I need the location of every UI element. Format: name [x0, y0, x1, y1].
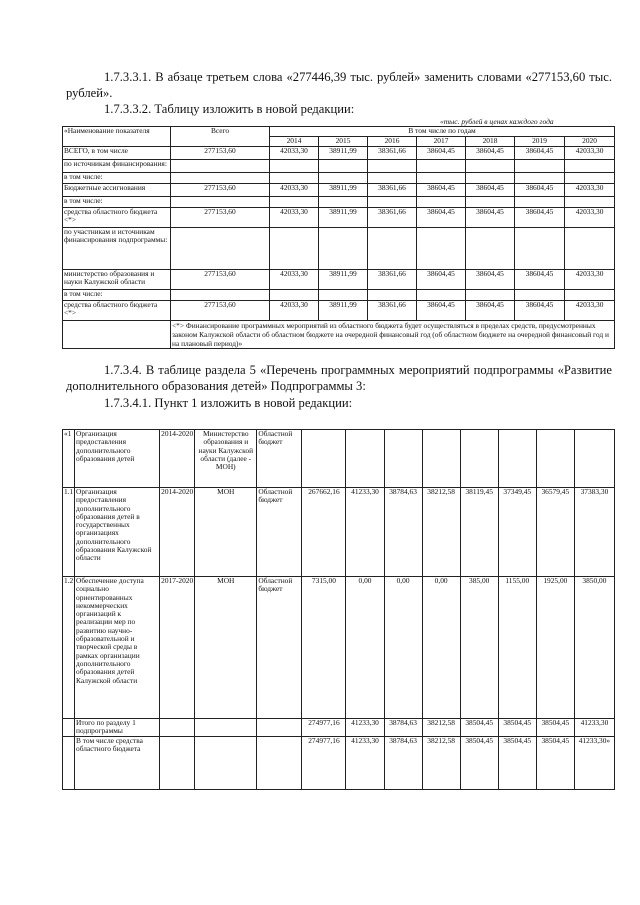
row-value [460, 430, 498, 488]
row-value: 42033,30 [565, 301, 615, 321]
row-value: 42033,30 [270, 147, 319, 160]
row-number [63, 737, 75, 790]
row-value: 38604,45 [466, 301, 515, 321]
row-value: 38504,45 [460, 737, 498, 790]
row-value [417, 228, 466, 270]
row-value: 37349,45 [498, 488, 536, 577]
row-total [171, 290, 270, 301]
row-value [319, 160, 368, 173]
row-value [270, 160, 319, 173]
row-name: ВСЕГО, в том числе [63, 147, 171, 160]
row-name: Бюджетные ассигнования [63, 184, 171, 197]
executor: МОН [195, 488, 257, 577]
row-value: 38604,45 [466, 147, 515, 160]
row-value: 42033,30 [565, 147, 615, 160]
row-total: 274977,16 [302, 719, 346, 737]
row-value [565, 197, 615, 208]
row-value: 42033,30 [565, 208, 615, 228]
row-value [368, 173, 417, 184]
row-value: 42033,30 [565, 270, 615, 290]
period: 2017-2020 [160, 577, 195, 719]
row-value [565, 173, 615, 184]
header-year: 2018 [466, 137, 515, 147]
row-value [515, 160, 565, 173]
row-name: средства областного бюджета <*> [63, 301, 171, 321]
row-name: министерство образования и науки Калужской области [63, 270, 171, 290]
row-name: в том числе: [63, 173, 171, 184]
row-value: 0,00 [422, 577, 460, 719]
paragraph-amendment-1: 1.7.3.3.1. В абзаце третьем слова «277446,39 тыс. рублей» заменить словами «277153,60 тыс. рублей». [66, 70, 612, 100]
row-value: 38361,66 [368, 301, 417, 321]
activity-name: Организация предоставления дополнительного образования детей [75, 430, 160, 488]
executor [195, 737, 257, 790]
activity-name: В том числе средства областного бюджета [75, 737, 160, 790]
funding-source: Областной бюджет [257, 577, 302, 719]
row-value [565, 160, 615, 173]
row-number: 1.2 [63, 577, 75, 719]
row-value: 38604,45 [417, 301, 466, 321]
row-value [384, 430, 422, 488]
row-number [63, 719, 75, 737]
row-value [270, 290, 319, 301]
header-year: 2019 [515, 137, 565, 147]
footnote: <*> Финансирование программных мероприятий из областного бюджета будет осуществляться в пределах средств, предусмотренных законом Калужской области об областном бюджете на очередной финансовый год (об областном бюджете на очередной финансовый год и на плановый период)» [171, 321, 615, 349]
row-value: 38911,99 [319, 184, 368, 197]
row-total [171, 173, 270, 184]
row-value: 38911,99 [319, 301, 368, 321]
row-value [319, 290, 368, 301]
row-value: 38604,45 [466, 208, 515, 228]
funding-source [257, 719, 302, 737]
paragraph-amendment-4: 1.7.3.4.1. Пункт 1 изложить в новой редакции: [104, 396, 353, 410]
row-value [417, 173, 466, 184]
row-value [515, 228, 565, 270]
funding-source [257, 737, 302, 790]
table-row [63, 719, 615, 737]
row-value: 38361,66 [368, 208, 417, 228]
table-row [63, 488, 615, 577]
row-value: 38504,45 [498, 737, 536, 790]
row-total [302, 430, 346, 488]
row-value: 37383,30 [574, 488, 614, 577]
row-number: «1 [63, 430, 75, 488]
row-total: 274977,16 [302, 737, 346, 790]
activity-name: Итого по разделу 1 подпрограммы [75, 719, 160, 737]
row-value [319, 197, 368, 208]
row-total: 277153,60 [171, 208, 270, 228]
row-value [270, 197, 319, 208]
row-value: 0,00 [346, 577, 384, 719]
row-value [536, 430, 574, 488]
row-value: 38604,45 [417, 184, 466, 197]
row-name: по источникам финансирования: [63, 160, 171, 173]
row-value [368, 197, 417, 208]
header-total: Всего [171, 127, 270, 147]
period [160, 737, 195, 790]
row-value [346, 430, 384, 488]
row-value: 42033,30 [270, 270, 319, 290]
row-value: 38212,58 [422, 737, 460, 790]
row-value: 38361,66 [368, 270, 417, 290]
row-value: 38504,45 [498, 719, 536, 737]
row-value: 38504,45 [460, 719, 498, 737]
row-total [171, 160, 270, 173]
row-value: 38604,45 [515, 301, 565, 321]
table-row [63, 228, 615, 270]
row-value: 38784,63 [384, 488, 422, 577]
row-value: 38361,66 [368, 184, 417, 197]
row-value: 1925,00 [536, 577, 574, 719]
row-value [417, 290, 466, 301]
row-value: 41233,30 [574, 719, 614, 737]
row-value [466, 197, 515, 208]
row-total: 277153,60 [171, 184, 270, 197]
row-value: 36579,45 [536, 488, 574, 577]
funding-table [62, 126, 615, 349]
row-value: 38604,45 [466, 184, 515, 197]
row-value: 42033,30 [270, 184, 319, 197]
table-row [63, 208, 615, 228]
table-row [63, 197, 615, 208]
row-value: 0,00 [384, 577, 422, 719]
row-value [515, 173, 565, 184]
table-row [63, 184, 615, 197]
row-value: 41233,30 [346, 719, 384, 737]
executor: Министерство образования и науки Калужской области (далее - МОН) [195, 430, 257, 488]
row-value [270, 173, 319, 184]
row-value: 38604,45 [515, 270, 565, 290]
row-value: 38504,45 [536, 737, 574, 790]
row-value [515, 290, 565, 301]
row-value: 42033,30 [270, 208, 319, 228]
funding-source: Областной бюджет [257, 488, 302, 577]
row-name: по участникам и источникам финансирования подпрограммы: [63, 228, 171, 270]
row-value: 38604,45 [417, 147, 466, 160]
table-row [63, 173, 615, 184]
row-value [368, 160, 417, 173]
activity-name: Обеспечение доступа социально ориентированных некоммерческих организаций к реализации мер по развитию научно-образовательной и творческой среды в рамках организации дополнительного образования детей Калужской области [75, 577, 160, 719]
row-value [417, 197, 466, 208]
header-year: 2014 [270, 137, 319, 147]
header-by-years: В том числе по годам [270, 127, 615, 137]
row-value: 42033,30 [270, 301, 319, 321]
table-row [63, 147, 615, 160]
row-value: 38911,99 [319, 270, 368, 290]
header-year: 2020 [565, 137, 615, 147]
row-value [466, 228, 515, 270]
activities-table [62, 429, 615, 790]
row-value: 38604,45 [417, 270, 466, 290]
row-value [515, 197, 565, 208]
row-value: 38604,45 [515, 208, 565, 228]
row-value [498, 430, 536, 488]
row-value: 38212,58 [422, 488, 460, 577]
row-total: 277153,60 [171, 301, 270, 321]
row-value [319, 173, 368, 184]
row-total [171, 197, 270, 208]
table-row [63, 577, 615, 719]
row-value: 38604,45 [515, 147, 565, 160]
unit-note: «тыс. рублей в ценах каждого года [440, 117, 554, 126]
header-year: 2015 [319, 137, 368, 147]
table-row [63, 290, 615, 301]
paragraph-amendment-2: 1.7.3.3.2. Таблицу изложить в новой редакции: [104, 102, 355, 116]
row-value [368, 228, 417, 270]
row-value: 42033,30 [565, 184, 615, 197]
row-value [574, 430, 614, 488]
row-value: 38911,99 [319, 208, 368, 228]
table-row [63, 301, 615, 321]
row-value [422, 430, 460, 488]
row-value [368, 290, 417, 301]
row-value [565, 290, 615, 301]
row-value: 38604,45 [515, 184, 565, 197]
header-year: 2017 [417, 137, 466, 147]
row-total: 7315,00 [302, 577, 346, 719]
footnote-spacer [63, 321, 171, 349]
row-value: 38361,66 [368, 147, 417, 160]
table-row [63, 270, 615, 290]
row-name: средства областного бюджета <*> [63, 208, 171, 228]
row-name: в том числе: [63, 290, 171, 301]
period: 2014-2020 [160, 430, 195, 488]
row-value [466, 173, 515, 184]
row-value: 38504,45 [536, 719, 574, 737]
period [160, 719, 195, 737]
activity-name: Организация предоставления дополнительного образования детей в государственных организациях дополнительного образования Калужской области [75, 488, 160, 577]
row-total: 267662,16 [302, 488, 346, 577]
executor: МОН [195, 577, 257, 719]
row-value: 385,00 [460, 577, 498, 719]
row-value: 38119,45 [460, 488, 498, 577]
row-value [466, 160, 515, 173]
row-value [319, 228, 368, 270]
row-name: в том числе: [63, 197, 171, 208]
row-value: 1155,00 [498, 577, 536, 719]
table-row [63, 160, 615, 173]
row-value: 38212,58 [422, 719, 460, 737]
row-value [270, 228, 319, 270]
row-number: 1.1 [63, 488, 75, 577]
row-value [466, 290, 515, 301]
period: 2014-2020 [160, 488, 195, 577]
row-total: 277153,60 [171, 270, 270, 290]
paragraph-amendment-3: 1.7.3.4. В таблице раздела 5 «Перечень программных мероприятий подпрограммы «Развитие дополнительного образования детей» Подпрограммы 3: [66, 363, 612, 393]
table-row [63, 430, 615, 488]
row-value: 38784,63 [384, 737, 422, 790]
header-name: «Наименование показателя [63, 127, 171, 147]
row-value: 3850,00 [574, 577, 614, 719]
row-value: 38911,99 [319, 147, 368, 160]
row-value: 38604,45 [466, 270, 515, 290]
row-value: 38784,63 [384, 719, 422, 737]
row-value: 41233,30 [346, 488, 384, 577]
row-value: 41233,30» [574, 737, 614, 790]
executor [195, 719, 257, 737]
row-value: 41233,30 [346, 737, 384, 790]
row-value: 38604,45 [417, 208, 466, 228]
funding-source: Областной бюджет [257, 430, 302, 488]
header-year: 2016 [368, 137, 417, 147]
row-total: 277153,60 [171, 147, 270, 160]
row-value [417, 160, 466, 173]
table-row [63, 737, 615, 790]
row-total [171, 228, 270, 270]
row-value [565, 228, 615, 270]
